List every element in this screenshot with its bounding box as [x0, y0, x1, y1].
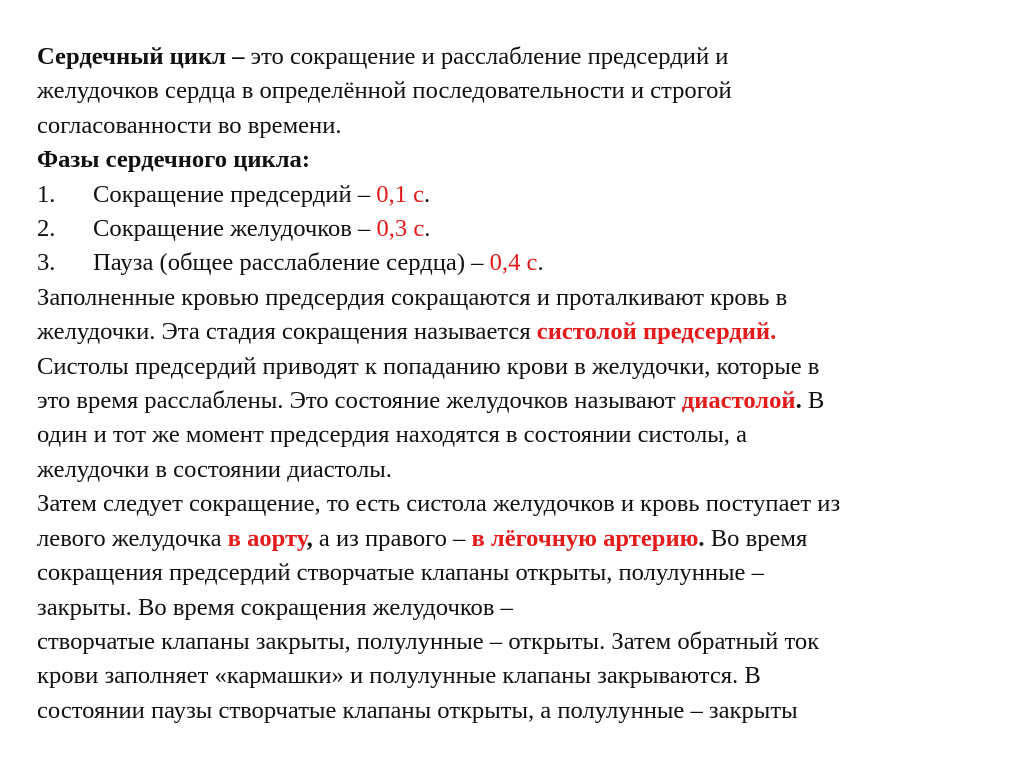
paragraph-text: Во время [704, 524, 808, 552]
paragraph-1-line-5: один и тот же момент предсердия находятся в состоянии систолы, а [37, 421, 748, 449]
highlight-atrial-systole: систолой предсердий. [536, 318, 777, 346]
paragraph-1-line-2 [37, 315, 997, 349]
paragraph-1-line-1: Заполненные кровью предсердия сокращаются и проталкивают кровь в [37, 283, 788, 311]
paragraph-text: желудочки. Эта стадия сокращения называется [37, 318, 537, 346]
phase-time: 0,3 с [376, 215, 425, 243]
paragraph-1-line-6: желудочки в состоянии диастолы. [37, 455, 392, 483]
phase-item [37, 212, 997, 246]
phase-number: 3. [37, 249, 56, 277]
slide-text [37, 40, 997, 728]
definition-term: Сердечный цикл – [37, 43, 245, 70]
phase-item [37, 246, 997, 280]
phase-number: 1. [37, 180, 56, 208]
phase-item [37, 178, 997, 212]
paragraph-1-line-3: Систолы предсердий приводят к попаданию крови в желудочки, которые в [37, 352, 820, 380]
phase-number: 2. [37, 215, 56, 243]
paragraph-2-line-4: закрыты. Во время сокращения желудочков – [37, 593, 513, 621]
paragraph-2-line-1: Затем следует сокращение, то есть систола желудочков и кровь поступает из [37, 490, 841, 518]
definition-line-1 [37, 40, 997, 74]
paragraph-text: левого желудочка [37, 524, 228, 552]
paragraph-text: а из правого – [312, 524, 472, 552]
paragraph-2-line-6: крови заполняет «кармашки» и полулунные клапаны закрываются. В [37, 662, 761, 690]
paragraph-dot: . [698, 524, 705, 552]
paragraph-dot: . [795, 387, 802, 415]
phase-text: Пауза (общее расслабление сердца) – [93, 249, 490, 277]
highlight-aorta: в аорту [227, 524, 307, 552]
paragraph-2-line-5: створчатые клапаны закрыты, полулунные – открыты. Затем обратный ток [37, 627, 820, 655]
phase-end: . [424, 215, 431, 243]
phase-end: . [424, 180, 431, 208]
phases-heading: Фазы сердечного цикла: [37, 146, 311, 174]
paragraph-2-line-3: сокращения предсердий створчатые клапаны открыты, полулунные – [37, 559, 764, 587]
definition-line-2: желудочков сердца в определённой последовательности и строгой [37, 77, 732, 105]
paragraph-text: В [801, 387, 825, 415]
definition-text-1: это сокращение и расслабление предсердий и [244, 43, 729, 70]
phase-time: 0,4 с [489, 249, 538, 277]
phase-time: 0,1 с [376, 180, 425, 208]
paragraph-text: это время расслаблены. Это состояние желудочков называют [37, 387, 682, 415]
highlight-pulmonary-artery: в лёгочную артерию [471, 524, 699, 552]
definition-line-3: согласованности во времени. [37, 111, 342, 139]
phase-end: . [537, 249, 544, 277]
paragraph-comma: , [306, 524, 313, 552]
phase-text: Сокращение предсердий – [93, 180, 377, 208]
phase-text: Сокращение желудочков – [93, 215, 377, 243]
paragraph-2-line-7: состоянии паузы створчатые клапаны открыты, а полулунные – закрыты [37, 696, 798, 724]
highlight-diastole: диастолой [681, 387, 796, 415]
paragraph-2-line-2 [37, 522, 997, 556]
paragraph-1-line-4 [37, 384, 997, 418]
